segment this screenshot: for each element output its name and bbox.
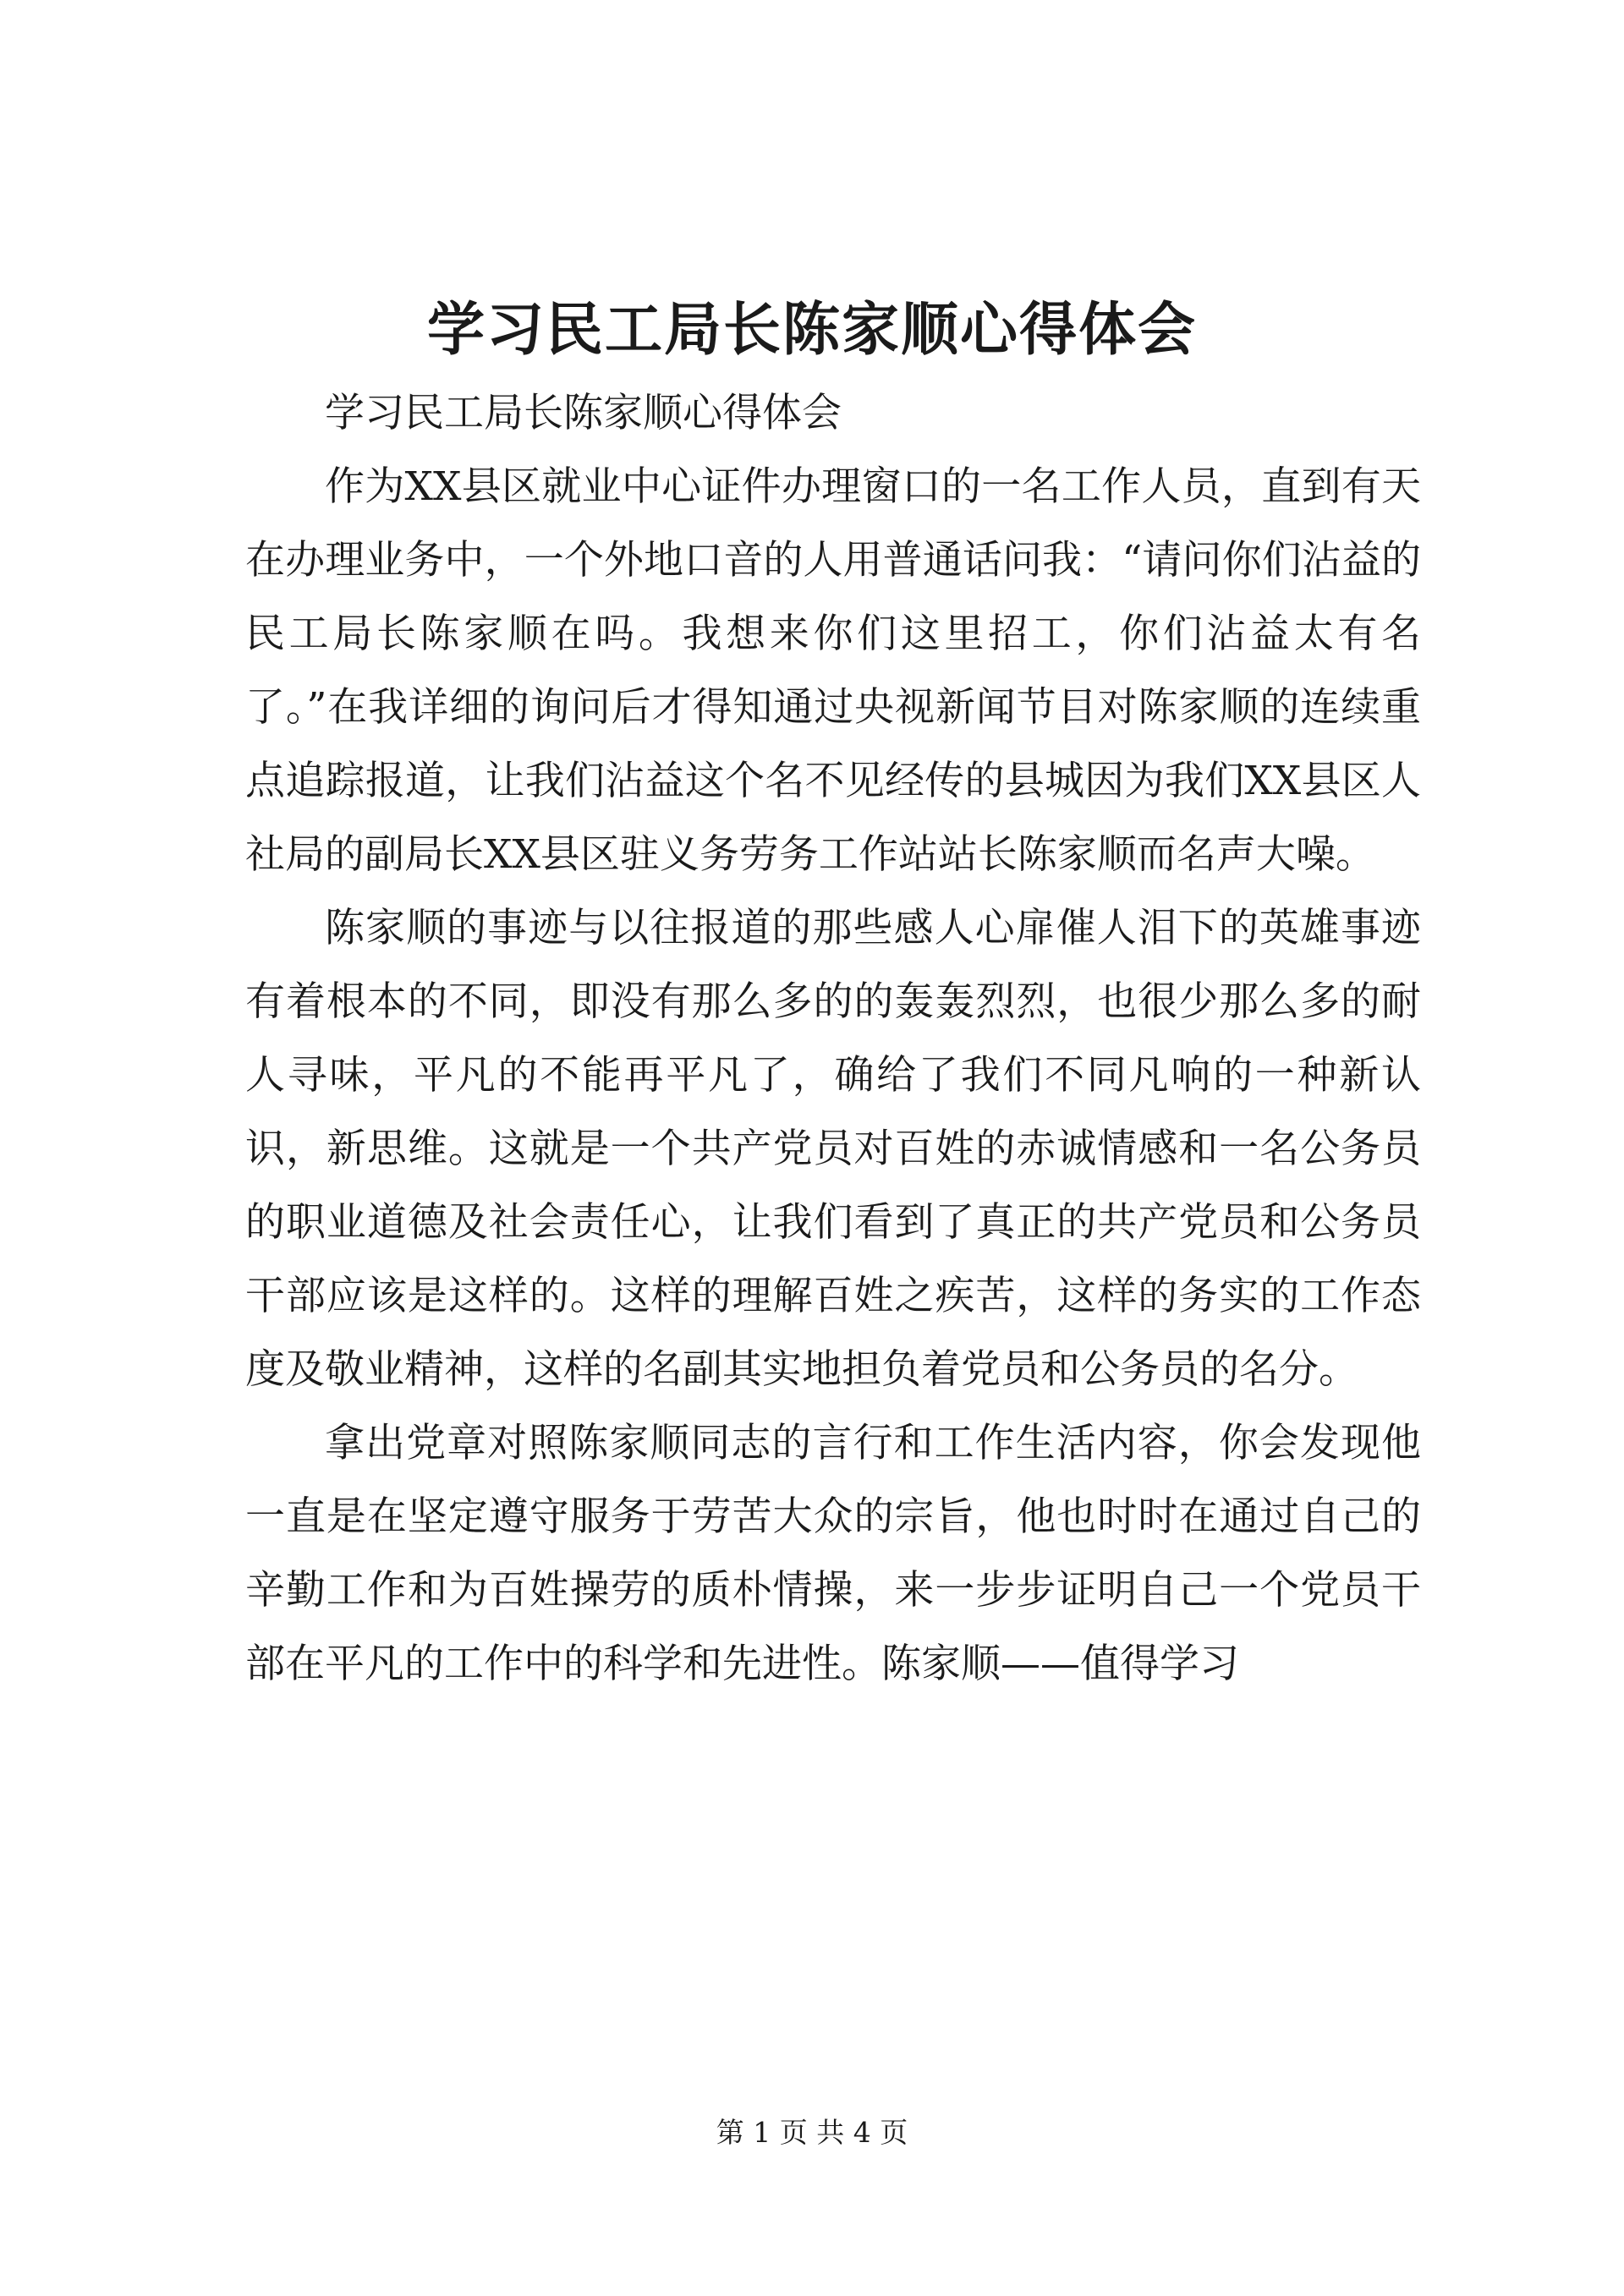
document-body: [245, 376, 1421, 1701]
document-subtitle: 学习民工局长陈家顺心得体会: [325, 390, 842, 436]
page-number-footer: 第 1 页 共 4 页: [716, 2116, 908, 2149]
document-title: 学习民工局长陈家顺心得体会: [426, 296, 1197, 364]
paragraph: 拿出党章对照陈家顺同志的言行和工作生活内容，你会发现他一直是在坚定遵守服务于劳苦大众的宗旨，他也时时在通过自己的辛勤工作和为百姓操劳的质朴情操，来一步步证明自己一个党员干部在平凡的工作中的科学和先进性。陈家顺——值得学习: [245, 1420, 1421, 1687]
paragraph: 陈家顺的事迹与以往报道的那些感人心扉催人泪下的英雄事迹有着根本的不同，即没有那么多的的轰轰烈烈，也很少那么多的耐人寻味，平凡的不能再平凡了，确给了我们不同凡响的一种新认识，新思维。这就是一个共产党员对百姓的赤诚情感和一名公务员的职业道德及社会责任心，让我们看到了真正的共产党员和公务员干部应该是这样的。这样的理解百姓之疾苦，这样的务实的工作态度及敬业精神，这样的名副其实地担负着党员和公务员的名分。: [245, 905, 1421, 1393]
paragraph: 作为XX县区就业中心证件办理窗口的一名工作人员，直到有天在办理业务中，一个外地口音的人用普通话问我：“请问你们沾益的民工局长陈家顺在吗。我想来你们这里招工，你们沾益太有名了。”在我详细的询问后才得知通过央视新闻节目对陈家顺的连续重点追踪报道，让我们沾益这个名不见经传的县城因为我们XX县区人社局的副局长XX县区驻义务劳务工作站站长陈家顺而名声大噪。: [245, 463, 1421, 878]
